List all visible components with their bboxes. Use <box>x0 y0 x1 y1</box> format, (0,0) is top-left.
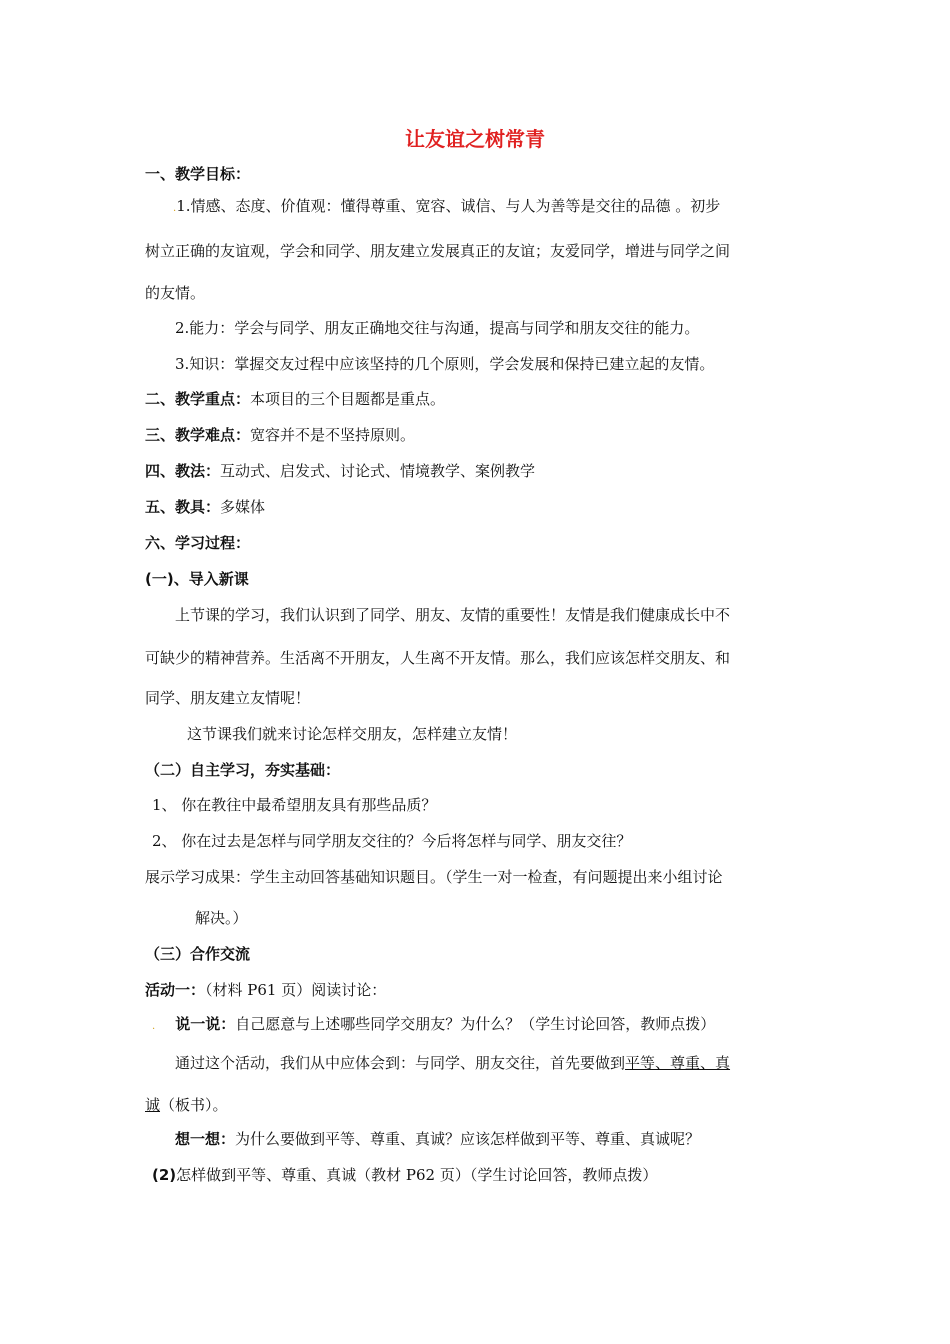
subsection-heading-self-study: （二）自主学习，夯实基础： <box>145 761 341 779</box>
show-results-line-2: 解决。） <box>195 909 248 927</box>
mark-glyph: . <box>152 1021 156 1032</box>
item-2-label: (2) <box>152 1166 177 1184</box>
via-line-2 <box>145 1095 228 1115</box>
goal-3: 3.知识：掌握交友过程中应该坚持的几个原则，学会发展和保持已建立起的友情。 <box>175 355 715 373</box>
say-text: 自己愿意与上述哪些同学交朋友？为什么？（学生讨论回答，教师点拨） <box>235 1015 716 1033</box>
section-heading-process: 六、学习过程： <box>145 534 251 552</box>
intro-line-4: 这节课我们就来讨论怎样交朋友，怎样建立友情！ <box>187 725 518 743</box>
intro-line-3: 同学、朋友建立友情呢！ <box>145 689 311 707</box>
goal-2: 2.能力：学会与同学、朋友正确地交往与沟通，提高与同学和朋友交往的能力。 <box>175 319 700 337</box>
section-methods <box>145 461 535 481</box>
goal-1-text: 1.情感、态度、价值观：懂得尊重、宽容、诚信、与人为善等是交往的品德 。初步 <box>176 197 721 215</box>
section-heading-goals: 一、教学目标： <box>145 165 251 183</box>
section-heading-key-points: 二、教学重点： <box>145 390 251 408</box>
via-underlined-1: 平等、尊重、真 <box>625 1054 731 1072</box>
activity-one-label: 活动一： <box>145 981 206 999</box>
section-key-points <box>145 389 445 409</box>
say-label: 说一说： <box>175 1015 236 1033</box>
item-2-text: 怎样做到平等、尊重、真诚（教材 P62 页）（学生讨论回答，教师点拨） <box>176 1166 658 1184</box>
say-line <box>152 1014 715 1037</box>
mark-glyph: . <box>173 203 177 214</box>
subsection-heading-cooperation: （三）合作交流 <box>145 945 251 963</box>
via-post-text: （板书）。 <box>160 1096 228 1114</box>
question-2: 2、 你在过去是怎样与同学朋友交往的？今后将怎样与同学、朋友交往？ <box>152 832 632 850</box>
activity-one <box>145 980 386 1000</box>
via-underlined-2: 诚 <box>145 1096 161 1114</box>
via-text: 通过这个活动，我们从中应体会到：与同学、朋友交往，首先要做到 <box>175 1054 626 1072</box>
question-1: 1、 你在教往中最希望朋友具有那些品质？ <box>152 796 437 814</box>
activity-one-text: （材料 P61 页）阅读讨论： <box>205 981 387 999</box>
section-difficulties <box>145 425 415 445</box>
goal-1-line-3: 的友情。 <box>145 284 206 302</box>
section-heading-difficulties: 三、教学难点： <box>145 426 251 444</box>
item-2-line <box>152 1165 657 1185</box>
document-title: 让友谊之树常青 <box>405 127 545 151</box>
show-results-line-1: 展示学习成果：学生主动回答基础知识题目。（学生一对一检查，有问题提出来小组讨论 <box>145 868 723 886</box>
intro-line-2: 可缺少的精神营养。生活离不开朋友，人生离不开友情。那么，我们应该怎样交朋友、和 <box>145 649 731 667</box>
section-tools <box>145 497 265 517</box>
key-points-text: 本项目的三个目题都是重点。 <box>250 390 446 408</box>
section-heading-tools: 五、教具： <box>145 498 221 516</box>
via-line-1 <box>175 1053 730 1073</box>
intro-line-1: 上节课的学习，我们认识到了同学、朋友、友情的重要性！友情是我们健康成长中不 <box>175 606 731 624</box>
think-line <box>175 1129 700 1149</box>
methods-text: 互动式、启发式、讨论式、情境教学、案例教学 <box>220 462 536 480</box>
think-label: 想一想： <box>175 1130 236 1148</box>
think-text: 为什么要做到平等、尊重、真诚？应该怎样做到平等、尊重、真诚呢？ <box>235 1130 701 1148</box>
tools-text: 多媒体 <box>220 498 266 516</box>
difficulties-text: 宽容并不是不坚持原则。 <box>250 426 416 444</box>
subsection-heading-intro: (一)、导入新课 <box>145 570 249 588</box>
section-heading-methods: 四、教法： <box>145 462 221 480</box>
goal-1-line-1 <box>173 196 720 219</box>
goal-1-line-2: 树立正确的友谊观，学会和同学、朋友建立发展真正的友谊；友爱同学，增进与同学之间 <box>145 242 731 260</box>
